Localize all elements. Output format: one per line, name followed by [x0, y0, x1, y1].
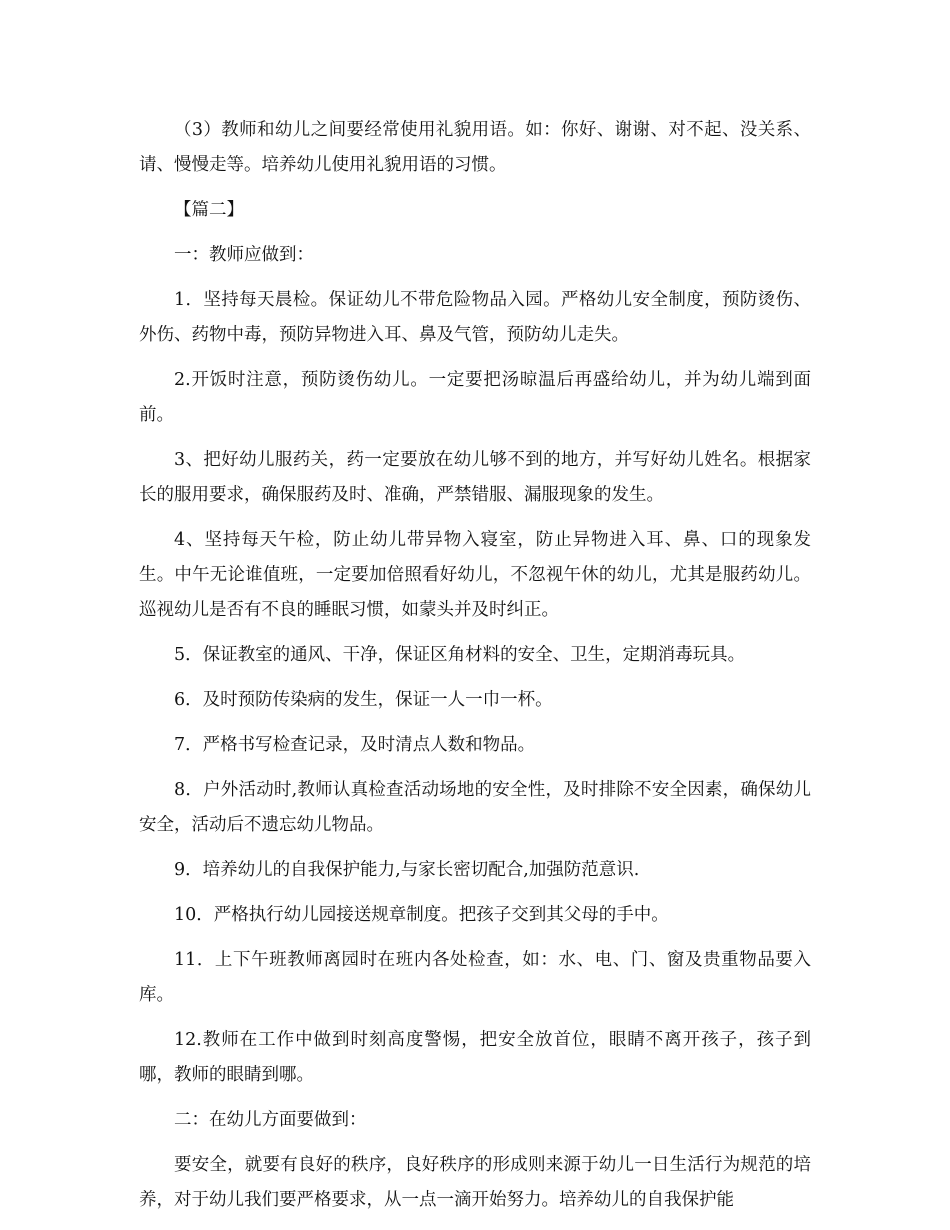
- subheading-child-duties: 二：在幼儿方面要做到：: [174, 1110, 367, 1130]
- list-item-12: 12.教师在工作中做到时刻高度警惕，把安全放首位，眼睛不离开孩子，孩子到哪，教师的眼睛到哪。: [139, 1030, 811, 1085]
- list-item-5: 5．保证教室的通风、干净，保证区角材料的安全、卫生，定期消毒玩具。: [174, 645, 746, 665]
- list-item-3: 3、把好幼儿服药关，药一定要放在幼儿够不到的地方，并写好幼儿姓名。根据家长的服用要求，确保服药及时、准确，严禁错服、漏服现象的发生。: [139, 450, 811, 505]
- list-item-4: 4、坚持每天午检，防止幼儿带异物入寝室，防止异物进入耳、鼻、口的现象发生。中午无论谁值班，一定要加倍照看好幼儿，不忽视午休的幼儿，尤其是服药幼儿。巡视幼儿是否有不良的睡眠习惯，如蒙头并及时纠正。: [139, 530, 811, 620]
- list-item-9: 9．培养幼儿的自我保护能力,与家长密切配合,加强防范意识.: [174, 860, 640, 880]
- document-body: [139, 113, 811, 1228]
- list-item-7: 7．严格书写检查记录，及时清点人数和物品。: [174, 735, 536, 755]
- paragraph-politeness: （3）教师和幼儿之间要经常使用礼貌用语。如：你好、谢谢、对不起、没关系、请、慢慢走等。培养幼儿使用礼貌用语的习惯。: [139, 120, 811, 175]
- list-item-8: 8．户外活动时,教师认真检查活动场地的安全性，及时排除不安全因素，确保幼儿安全，活动后不遗忘幼儿物品。: [139, 780, 811, 835]
- section-heading-part-two: 【篇二】: [174, 200, 244, 220]
- list-item-10: 10．严格执行幼儿园接送规章制度。把孩子交到其父母的手中。: [174, 905, 669, 925]
- list-item-2: 2.开饭时注意，预防烫伤幼儿。一定要把汤晾温后再盛给幼儿，并为幼儿端到面前。: [139, 370, 811, 425]
- list-item-6: 6．及时预防传染病的发生，保证一人一巾一杯。: [174, 690, 553, 710]
- paragraph-safety-order: 要安全，就要有良好的秩序，良好秩序的形成则来源于幼儿一日生活行为规范的培养，对于幼儿我们要严格要求，从一点一滴开始努力。培养幼儿的自我保护能: [139, 1155, 811, 1210]
- list-item-11: 11．上下午班教师离园时在班内各处检查，如：水、电、门、窗及贵重物品要入库。: [139, 950, 811, 1005]
- list-item-1: 1．坚持每天晨检。保证幼儿不带危险物品入园。严格幼儿安全制度，预防烫伤、外伤、药物中毒，预防异物进入耳、鼻及气管，预防幼儿走失。: [139, 290, 811, 345]
- subheading-teacher-duties: 一：教师应做到：: [174, 245, 314, 265]
